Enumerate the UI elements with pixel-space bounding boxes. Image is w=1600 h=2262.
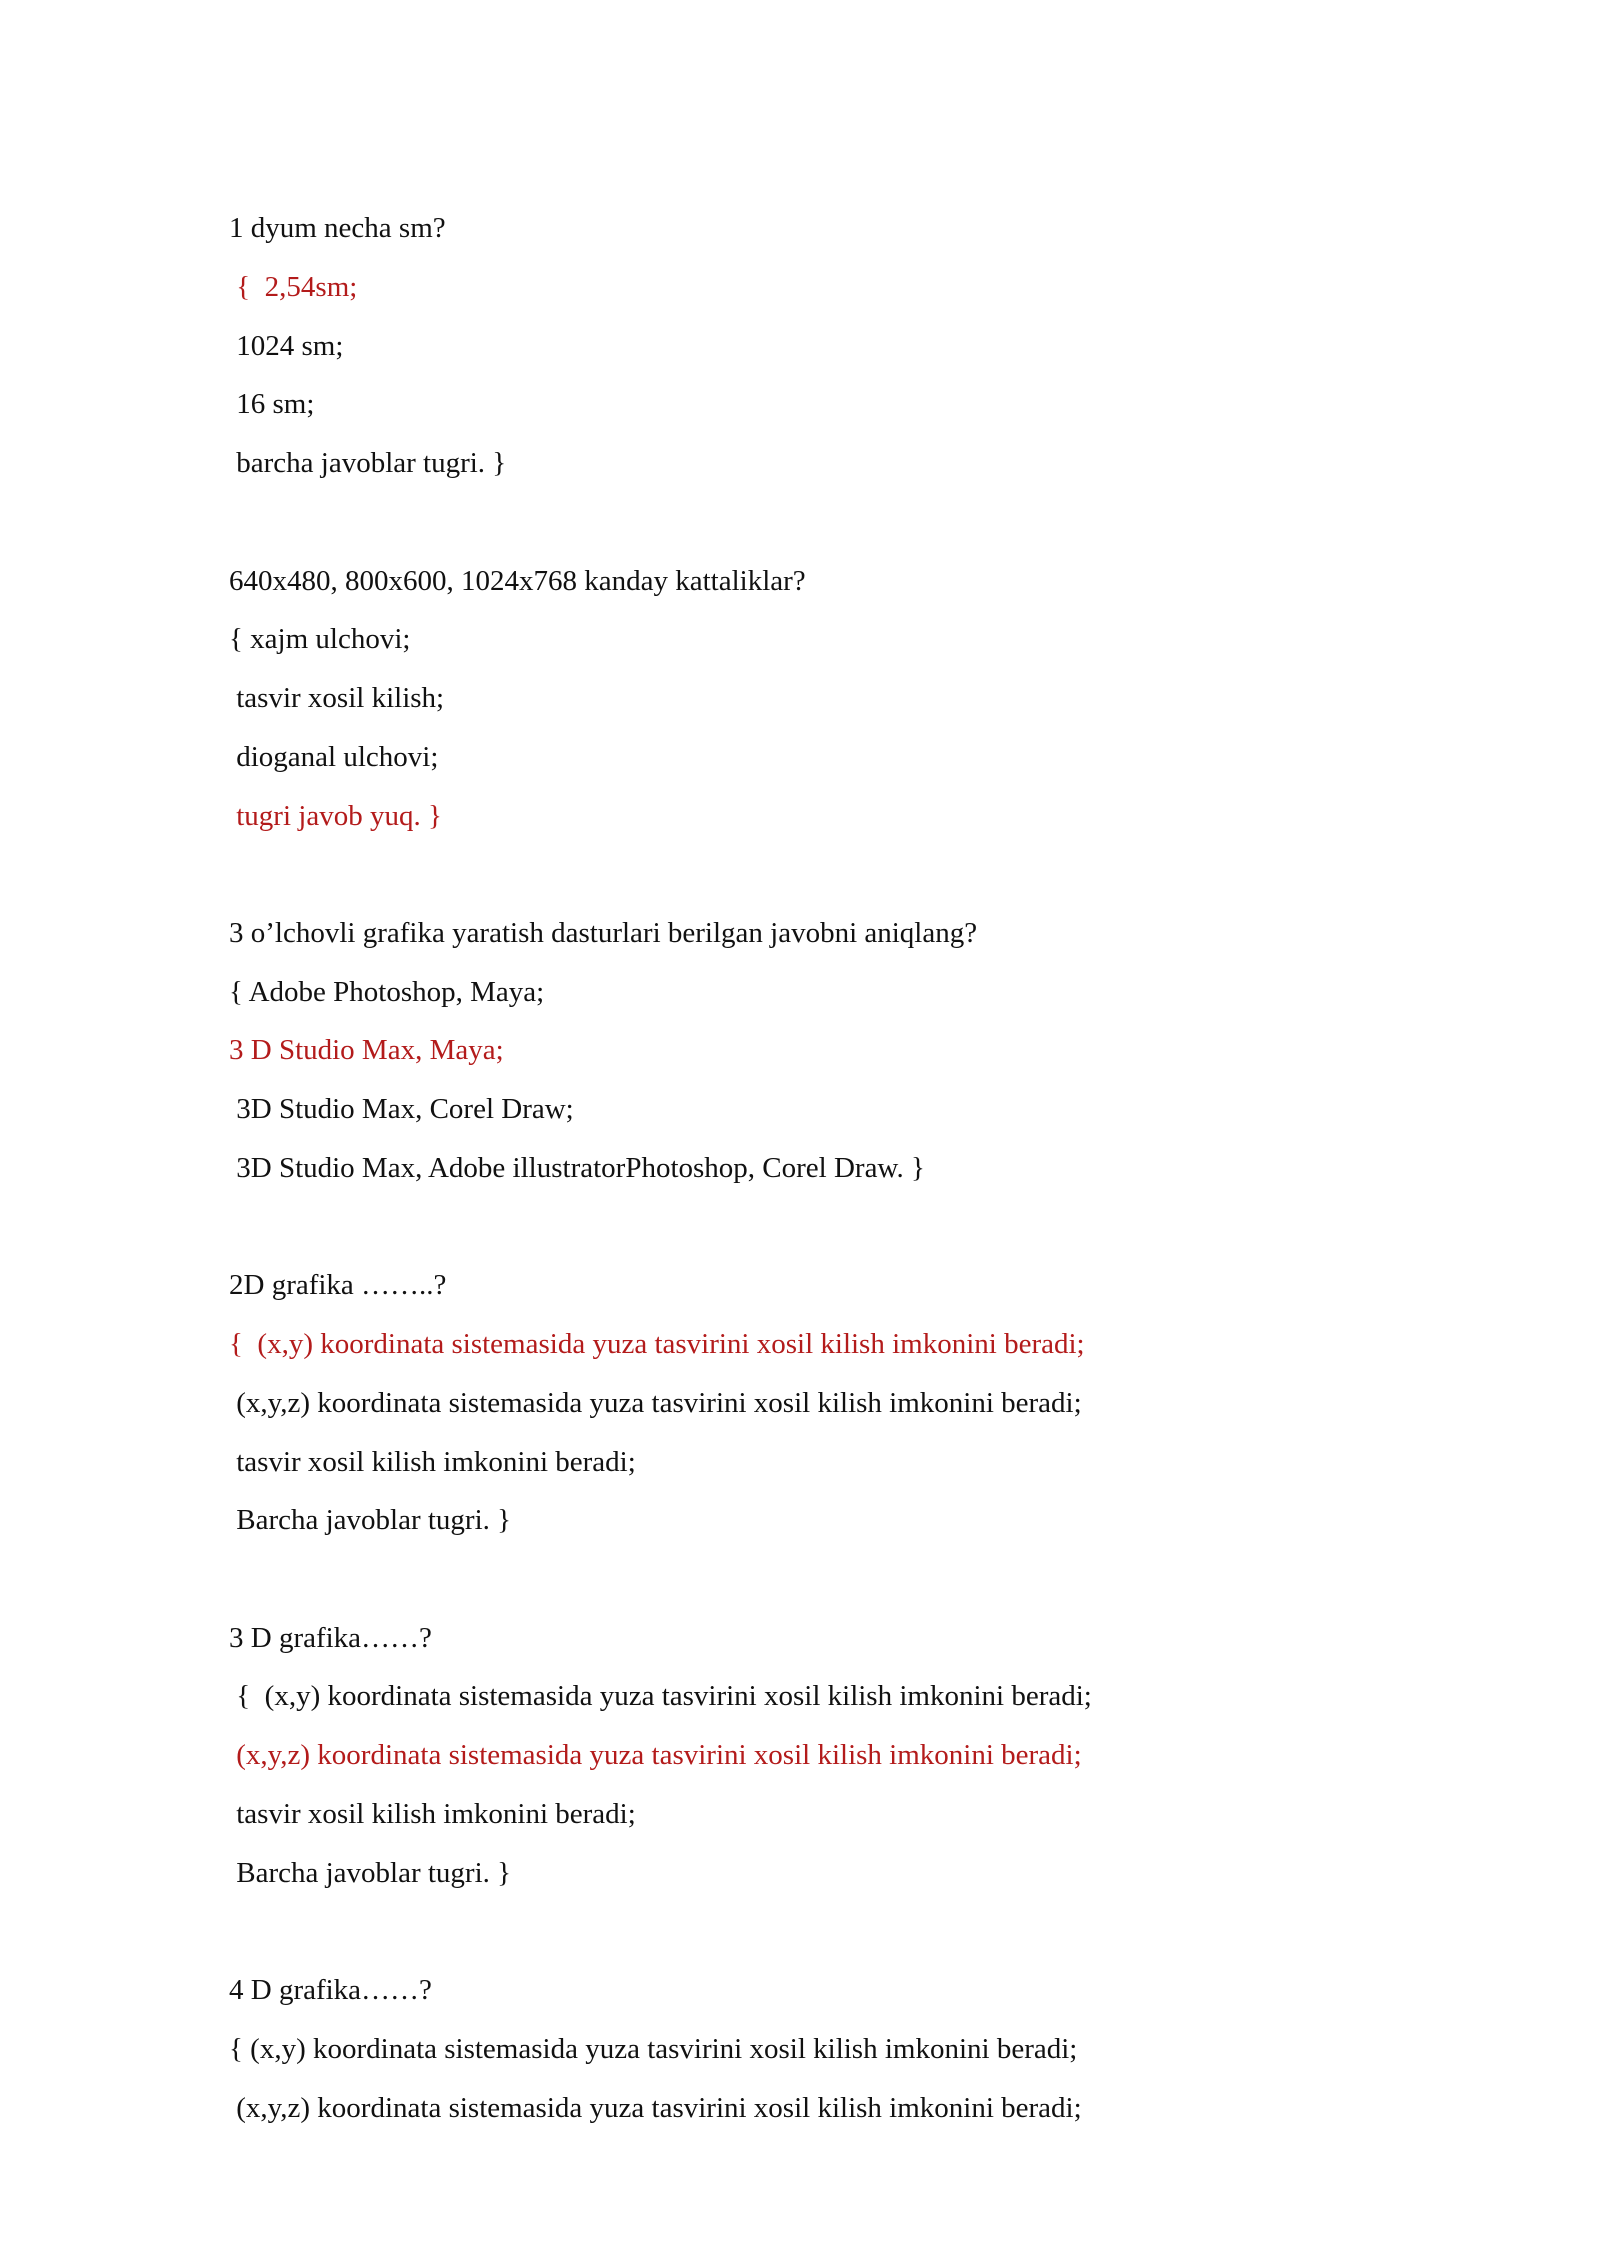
answer-option: 3D Studio Max, Adobe illustratorPhotoshop, Corel Draw. } (229, 1152, 925, 1184)
answer-option-correct: 3 D Studio Max, Maya; (229, 1034, 504, 1066)
answer-option: { xajm ulchovi; (229, 623, 411, 655)
answer-option-correct: tugri javob yuq. } (229, 800, 442, 832)
question-text: 2D grafika ……..? (229, 1269, 447, 1301)
answer-option: { (x,y) koordinata sistemasida yuza tasvirini xosil kilish imkonini beradi; (229, 1680, 1092, 1712)
answer-option-correct: { (x,y) koordinata sistemasida yuza tasvirini xosil kilish imkonini beradi; (229, 1328, 1085, 1360)
question-text: 3 o’lchovli grafika yaratish dasturlari berilgan javobni aniqlang? (229, 917, 978, 949)
answer-option-correct: { 2,54sm; (229, 271, 358, 303)
answer-option: 3D Studio Max, Corel Draw; (229, 1093, 574, 1125)
answer-option: { (x,y) koordinata sistemasida yuza tasvirini xosil kilish imkonini beradi; (229, 2033, 1078, 2065)
answer-option: barcha javoblar tugri. } (229, 447, 507, 479)
answer-option: (x,y,z) koordinata sistemasida yuza tasvirini xosil kilish imkonini beradi; (229, 2092, 1082, 2124)
answer-option-correct: (x,y,z) koordinata sistemasida yuza tasvirini xosil kilish imkonini beradi; (229, 1739, 1082, 1771)
answer-option: 16 sm; (229, 388, 315, 420)
answer-option: tasvir xosil kilish imkonini beradi; (229, 1446, 636, 1478)
answer-option: tasvir xosil kilish imkonini beradi; (229, 1798, 636, 1830)
question-text: 4 D grafika……? (229, 1974, 432, 2006)
question-text: 640x480, 800x600, 1024x768 kanday kattaliklar? (229, 565, 806, 597)
question-text: 3 D grafika……? (229, 1622, 432, 1654)
answer-option: dioganal ulchovi; (229, 741, 439, 773)
answer-option: 1024 sm; (229, 330, 344, 362)
question-text: 1 dyum necha sm? (229, 212, 446, 244)
answer-option: tasvir xosil kilish; (229, 682, 445, 714)
answer-option: Barcha javoblar tugri. } (229, 1504, 512, 1536)
answer-option: (x,y,z) koordinata sistemasida yuza tasvirini xosil kilish imkonini beradi; (229, 1387, 1082, 1419)
answer-option: { Adobe Photoshop, Maya; (229, 976, 545, 1008)
answer-option: Barcha javoblar tugri. } (229, 1857, 512, 1889)
